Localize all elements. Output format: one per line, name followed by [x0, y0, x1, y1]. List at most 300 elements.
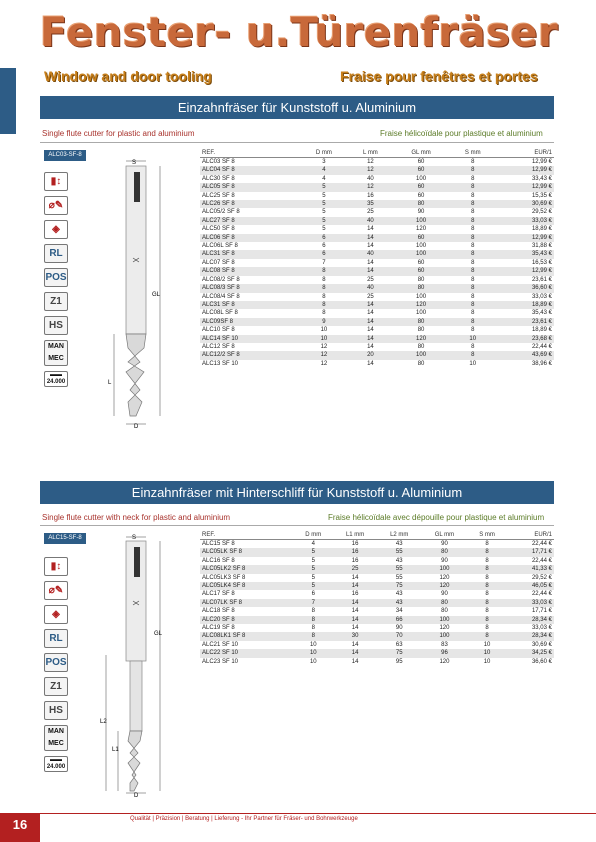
table-row: [200, 343, 554, 351]
dimension-cell: 8: [485, 625, 489, 632]
dimension-cell: 8: [322, 293, 326, 300]
dimension-cell: 120: [393, 335, 449, 343]
column-header: GL mm: [393, 148, 449, 158]
manual-mechanical-icon: [44, 340, 68, 366]
dimension-cell: 60: [417, 159, 425, 165]
dimension-cell: 25: [367, 276, 374, 283]
rpm-icon: ▬▬ 24.000: [44, 371, 68, 387]
dimension-cell: 40: [367, 175, 374, 182]
dimension-cell: 8: [294, 616, 334, 624]
ref-cell: ALC17 SF 8: [202, 591, 235, 598]
dim-s-label: S: [132, 160, 137, 166]
dimension-cell: 8: [471, 209, 475, 216]
ref-cell: ALC12 SF 8: [202, 343, 235, 350]
dimension-cell: 10: [294, 649, 334, 657]
dimension-cell: 8: [471, 310, 475, 317]
dimension-cell: 8: [311, 625, 315, 632]
dimension-cell: 6: [311, 591, 315, 598]
dimension-cell: 10: [309, 641, 317, 648]
dimension-cell: 60: [393, 183, 449, 191]
column-header: REF.: [200, 148, 300, 158]
dimension-cell: 8: [294, 632, 334, 640]
dimension-cell: 100: [393, 351, 449, 359]
rotation-right-icon: RL: [44, 244, 68, 263]
column-header: D mm: [300, 148, 348, 158]
dimension-cell: 8: [449, 284, 496, 292]
table-row: [200, 326, 554, 334]
dimension-cell: 8: [471, 175, 475, 182]
dimension-cell: 8: [449, 301, 496, 309]
table-row: [200, 599, 554, 607]
dimension-cell: 14: [351, 625, 359, 632]
dimension-cell: 14: [348, 318, 393, 326]
price-cell: 33,03 €: [496, 217, 554, 225]
dimension-cell: 5: [300, 183, 348, 191]
dimension-cell: 80: [417, 327, 425, 334]
dimension-cell: 4: [311, 541, 315, 547]
dimension-cell: 6: [300, 234, 348, 242]
dimension-cell: 100: [421, 632, 467, 640]
table-row: [200, 632, 554, 640]
manual-mechanical-icon: [44, 725, 68, 751]
price-cell: 23,61 €: [496, 318, 554, 326]
dimension-cell: 6: [300, 250, 348, 258]
dimension-cell: 14: [333, 582, 377, 590]
dimension-cell: 60: [417, 192, 425, 199]
table-row: [200, 624, 554, 632]
dimension-cell: 25: [367, 209, 374, 216]
price-cell: 18,89 €: [531, 327, 552, 334]
table-header-row: [200, 148, 554, 158]
ref-cell: ALC23 SF 10: [202, 658, 239, 665]
table-row: [200, 557, 554, 565]
dimension-cell: 10: [483, 658, 491, 665]
price-cell: 29,52 €: [531, 209, 552, 216]
price-cell: 31,88 €: [531, 243, 552, 250]
dimension-cell: 14: [348, 335, 393, 343]
section1-desc-english: Single flute cutter for plastic and aluminium: [42, 129, 195, 138]
material-composite-icon: ◈: [44, 220, 68, 239]
flute-count-icon: Z1: [44, 677, 68, 696]
price-cell: 28,34 €: [506, 616, 554, 624]
dimension-cell: 14: [367, 360, 374, 367]
price-cell: 23,68 €: [496, 335, 554, 343]
ref-cell: ALC26 SF 8: [200, 200, 300, 208]
dimension-cell: 30: [333, 632, 377, 640]
ref-cell: ALC10 SF 8: [202, 327, 235, 334]
dimension-cell: 8: [311, 608, 315, 615]
table-row: [200, 548, 554, 556]
dimension-cell: 40: [348, 284, 393, 292]
dimension-cell: 8: [468, 565, 507, 573]
dimension-cell: 8: [322, 276, 326, 283]
price-cell: 43,69 €: [496, 351, 554, 359]
flute-count-icon: Z1: [44, 292, 68, 311]
dimension-cell: 8: [471, 226, 475, 233]
dimension-cell: 12: [367, 159, 374, 165]
dimension-cell: 8: [449, 250, 496, 258]
table-row: [200, 301, 554, 309]
column-header: L2 mm: [377, 530, 421, 540]
dimension-cell: 8: [485, 608, 489, 615]
dimension-cell: 8: [471, 327, 475, 334]
price-cell: 30,69 €: [531, 641, 552, 648]
section2-tool-drawing: [96, 535, 176, 802]
dimension-cell: 55: [395, 574, 403, 581]
price-cell: 22,44 €: [531, 541, 552, 547]
dimension-cell: 8: [468, 632, 507, 640]
ref-cell: ALC14 SF 10: [200, 335, 300, 343]
dimension-cell: 80: [393, 284, 449, 292]
subtitle-french: Fraise pour fenêtres et portes: [340, 68, 538, 84]
table-row: [200, 590, 554, 598]
price-cell: 46,05 €: [506, 582, 554, 590]
price-cell: 23,61 €: [531, 276, 552, 283]
material-plastic-icon: ▮↕: [44, 172, 68, 191]
dimension-cell: 5: [322, 226, 326, 233]
price-cell: 12,99 €: [531, 159, 552, 165]
column-header: D mm: [294, 530, 334, 540]
dimension-cell: 8: [300, 267, 348, 275]
dimension-cell: 100: [416, 243, 427, 250]
dimension-cell: 14: [351, 658, 359, 665]
column-header: EUR/1: [506, 530, 554, 540]
mechanical-label: MEC: [48, 355, 64, 362]
ref-cell: ALC21 SF 10: [202, 641, 239, 648]
ref-cell: ALC16 SF 8: [202, 557, 235, 564]
dim-l-label: L: [108, 380, 112, 386]
ref-cell: ALC08/4 SF 8: [202, 293, 240, 300]
dimension-cell: 14: [367, 243, 374, 250]
dimension-cell: 90: [441, 557, 448, 564]
table-header-row: [200, 530, 554, 540]
table-row: [200, 616, 554, 624]
dimension-cell: 80: [417, 360, 425, 367]
price-cell: 36,60 €: [531, 658, 552, 665]
dimension-cell: 34: [395, 608, 403, 615]
dimension-cell: 43: [395, 541, 403, 547]
ref-cell: ALC13 SF 10: [202, 360, 239, 367]
dimension-cell: 9: [300, 318, 348, 326]
dimension-cell: 80: [421, 599, 467, 607]
dimension-cell: 8: [468, 616, 507, 624]
section1-tool-drawing: [100, 158, 175, 438]
dim-l1-label: L1: [112, 747, 119, 753]
dimension-cell: 12: [300, 351, 348, 359]
ref-cell: ALC31 SF 8: [200, 250, 300, 258]
dimension-cell: 96: [421, 649, 467, 657]
dimension-cell: 75: [377, 582, 421, 590]
ref-cell: ALC19 SF 8: [202, 625, 235, 632]
section1-icon-column: [44, 172, 68, 392]
dimension-cell: 8: [471, 259, 475, 266]
dimension-cell: 120: [439, 574, 450, 581]
price-cell: 35,43 €: [531, 310, 552, 317]
column-header: S mm: [468, 530, 507, 540]
dimension-cell: 95: [395, 658, 403, 665]
dimension-cell: 120: [439, 658, 450, 665]
section-tab-marker: [0, 68, 16, 134]
ref-cell: ALC06 SF 8: [200, 234, 300, 242]
dimension-cell: 14: [351, 608, 359, 615]
material-aluminium-icon: ⌀✎: [44, 581, 68, 600]
price-cell: 30,69 €: [496, 200, 554, 208]
dim-gl-label: GL: [154, 631, 163, 637]
table-row: [200, 574, 554, 582]
dimension-cell: 14: [367, 343, 374, 350]
price-cell: 12,99 €: [496, 234, 554, 242]
ref-cell: ALC05LK SF 8: [200, 548, 294, 556]
dimension-cell: 70: [377, 632, 421, 640]
dimension-cell: 16: [333, 548, 377, 556]
dimension-cell: 5: [294, 565, 334, 573]
dimension-cell: 14: [333, 599, 377, 607]
dimension-cell: 10: [300, 335, 348, 343]
dimension-cell: 25: [367, 293, 374, 300]
ref-cell: ALC12/2 SF 8: [200, 351, 300, 359]
price-cell: 17,71 €: [506, 548, 554, 556]
dimension-cell: 14: [348, 267, 393, 275]
dimension-cell: 10: [309, 658, 317, 665]
dimension-cell: 100: [416, 175, 427, 182]
dimension-cell: 5: [311, 557, 315, 564]
section2-spec-table: [200, 530, 554, 666]
dimension-cell: 90: [441, 541, 448, 547]
dimension-cell: 66: [377, 616, 421, 624]
dimension-cell: 16: [351, 591, 359, 598]
dimension-cell: 8: [322, 310, 326, 317]
table-row: [200, 565, 554, 573]
dimension-cell: 75: [377, 649, 421, 657]
table-row: [200, 242, 554, 250]
ref-cell: ALC22 SF 10: [200, 649, 294, 657]
table-row: [200, 582, 554, 590]
dimension-cell: 60: [417, 259, 425, 266]
dimension-cell: 100: [416, 310, 427, 317]
dimension-cell: 90: [417, 209, 425, 216]
price-cell: 22,44 €: [531, 343, 552, 350]
dimension-cell: 55: [377, 548, 421, 556]
dimension-cell: 14: [367, 259, 374, 266]
dimension-cell: 8: [485, 557, 489, 564]
dimension-cell: 14: [367, 327, 374, 334]
dim-d-label: D: [134, 424, 139, 430]
dimension-cell: 20: [348, 351, 393, 359]
table-row: [200, 641, 554, 649]
column-header: S mm: [449, 148, 496, 158]
dimension-cell: 5: [322, 192, 326, 199]
dimension-cell: 4: [322, 175, 326, 182]
ref-cell: ALC05LK2 SF 8: [200, 565, 294, 573]
column-header: GL mm: [421, 530, 467, 540]
rotation-right-icon: RL: [44, 629, 68, 648]
table-row: [200, 166, 554, 174]
price-cell: 38,96 €: [531, 360, 552, 367]
dimension-cell: 5: [300, 200, 348, 208]
dimension-cell: 60: [393, 234, 449, 242]
table-row: [200, 607, 554, 615]
dimension-cell: 60: [393, 267, 449, 275]
footer-note: Qualität | Präzision | Beratung | Lieferung - Ihr Partner für Fräser- und Bohrwerkzeuge: [130, 816, 358, 822]
price-cell: 35,43 €: [496, 250, 554, 258]
section1-desc-french: Fraise hélicoïdale pour plastique et aluminium: [380, 129, 543, 138]
dimension-cell: 5: [311, 574, 315, 581]
dimension-cell: 8: [449, 267, 496, 275]
price-cell: 12,99 €: [496, 166, 554, 174]
dimension-cell: 25: [333, 565, 377, 573]
table-row: [200, 649, 554, 657]
table-row: [200, 158, 554, 167]
dimension-cell: 8: [300, 301, 348, 309]
dimension-cell: 16: [351, 541, 359, 547]
dimension-cell: 8: [468, 599, 507, 607]
dimension-cell: 10: [468, 649, 507, 657]
ref-cell: ALC07 SF 8: [202, 259, 235, 266]
dimension-cell: 8: [471, 192, 475, 199]
dimension-cell: 6: [322, 243, 326, 250]
single-flute-cutter-drawing: [100, 158, 175, 433]
price-cell: 22,44 €: [531, 557, 552, 564]
dimension-cell: 80: [393, 318, 449, 326]
dimension-cell: 12: [348, 183, 393, 191]
table-row: [200, 192, 554, 200]
dimension-cell: 40: [348, 250, 393, 258]
ref-cell: ALC30 SF 8: [202, 175, 235, 182]
dimension-cell: 12: [320, 360, 328, 367]
table-row: [200, 293, 554, 301]
ref-cell: ALC31 SF 8: [200, 301, 300, 309]
ref-cell: ALC08 SF 8: [200, 267, 300, 275]
dimension-cell: 100: [393, 217, 449, 225]
dimension-cell: 5: [294, 548, 334, 556]
dimension-cell: 4: [300, 166, 348, 174]
dimension-cell: 14: [351, 641, 359, 648]
price-cell: 15,35 €: [531, 192, 552, 199]
dimension-cell: 80: [421, 548, 467, 556]
ref-cell: ALC08/3 SF 8: [200, 284, 300, 292]
page-title: Fenster- u.Türenfräser: [40, 10, 559, 56]
dimension-cell: 8: [471, 293, 475, 300]
column-header: REF.: [200, 530, 294, 540]
table-row: [200, 284, 554, 292]
dimension-cell: 3: [322, 159, 326, 165]
table-row: [200, 335, 554, 343]
dimension-cell: 8: [449, 351, 496, 359]
dimension-cell: 5: [300, 217, 348, 225]
dimension-cell: 35: [348, 200, 393, 208]
dimension-cell: 90: [441, 591, 448, 598]
manual-label: MAN: [48, 343, 64, 350]
hss-material-icon: HS: [44, 701, 68, 720]
dimension-cell: 43: [395, 557, 403, 564]
dimension-cell: 100: [421, 565, 467, 573]
ref-cell: ALC05LK4 SF 8: [200, 582, 294, 590]
price-cell: 33,03 €: [531, 625, 552, 632]
table-row: [200, 183, 554, 191]
price-cell: 22,44 €: [531, 591, 552, 598]
table-row: [200, 309, 554, 317]
rpm-icon: ▬▬ 24.000: [44, 756, 68, 772]
dimension-cell: 80: [441, 608, 448, 615]
dim-d-label: D: [134, 793, 139, 799]
dimension-cell: 55: [377, 565, 421, 573]
ref-cell: ALC06L SF 8: [202, 243, 238, 250]
dimension-cell: 10: [449, 335, 496, 343]
dimension-cell: 16: [351, 557, 359, 564]
dimension-cell: 100: [416, 293, 427, 300]
dimension-cell: 10: [469, 360, 477, 367]
dimension-cell: 14: [367, 226, 374, 233]
page-number: 16: [0, 814, 40, 842]
section2-desc-french: Fraise hélicoïdale avec dépouille pour plastique et aluminium: [328, 513, 545, 522]
dimension-cell: 5: [322, 209, 326, 216]
price-cell: 34,25 €: [506, 649, 554, 657]
dimension-cell: 8: [468, 548, 507, 556]
price-cell: 16,53 €: [531, 259, 552, 266]
dimension-cell: 8: [468, 582, 507, 590]
section1-divider: [40, 142, 554, 143]
table-row: [200, 234, 554, 242]
material-aluminium-icon: ⌀✎: [44, 196, 68, 215]
dim-l2-label: L2: [100, 719, 107, 725]
ref-cell: ALC18 SF 8: [202, 608, 235, 615]
dimension-cell: 16: [367, 192, 374, 199]
dimension-cell: 8: [471, 243, 475, 250]
price-cell: 18,89 €: [531, 226, 552, 233]
dimension-cell: 100: [393, 250, 449, 258]
neck-flute-cutter-drawing: [96, 535, 176, 797]
dimension-cell: 83: [441, 641, 448, 648]
dimension-cell: 8: [449, 200, 496, 208]
rpm-value: 24.000: [46, 764, 66, 770]
table-row: [200, 267, 554, 275]
dimension-cell: 8: [449, 318, 496, 326]
rpm-value: 24.000: [46, 379, 66, 385]
dimension-cell: 8: [485, 574, 489, 581]
table-row: [200, 276, 554, 284]
price-cell: 18,89 €: [496, 301, 554, 309]
dimension-cell: 80: [417, 276, 425, 283]
hss-material-icon: HS: [44, 316, 68, 335]
dimension-cell: 14: [333, 649, 377, 657]
price-cell: 17,71 €: [531, 608, 552, 615]
dimension-cell: 120: [421, 582, 467, 590]
table-row: [200, 360, 554, 368]
ref-cell: ALC25 SF 8: [202, 192, 235, 199]
column-header: L mm: [348, 148, 393, 158]
ref-cell: ALC03 SF 8: [202, 159, 235, 165]
ref-cell: ALC08/2 SF 8: [202, 276, 240, 283]
table-row: [200, 217, 554, 225]
section1-heading: Einzahnfräser für Kunststoff u. Aluminium: [40, 96, 554, 119]
column-header: EUR/1: [496, 148, 554, 158]
section2-icon-column: [44, 557, 68, 777]
positive-spiral-icon: POS: [44, 268, 68, 287]
dimension-cell: 14: [367, 310, 374, 317]
positive-spiral-icon: POS: [44, 653, 68, 672]
section2-desc-english: Single flute cutter with neck for plastic and aluminium: [42, 513, 231, 522]
dimension-cell: 8: [449, 217, 496, 225]
dim-gl-label: GL: [152, 292, 161, 298]
price-cell: 12,99 €: [496, 183, 554, 191]
mechanical-label: MEC: [48, 740, 64, 747]
ref-cell: ALC09SF 8: [200, 318, 300, 326]
dimension-cell: 120: [416, 226, 427, 233]
dimension-cell: 8: [449, 183, 496, 191]
price-cell: 36,60 €: [496, 284, 554, 292]
dimension-cell: 12: [348, 166, 393, 174]
dimension-cell: 10: [320, 327, 328, 334]
